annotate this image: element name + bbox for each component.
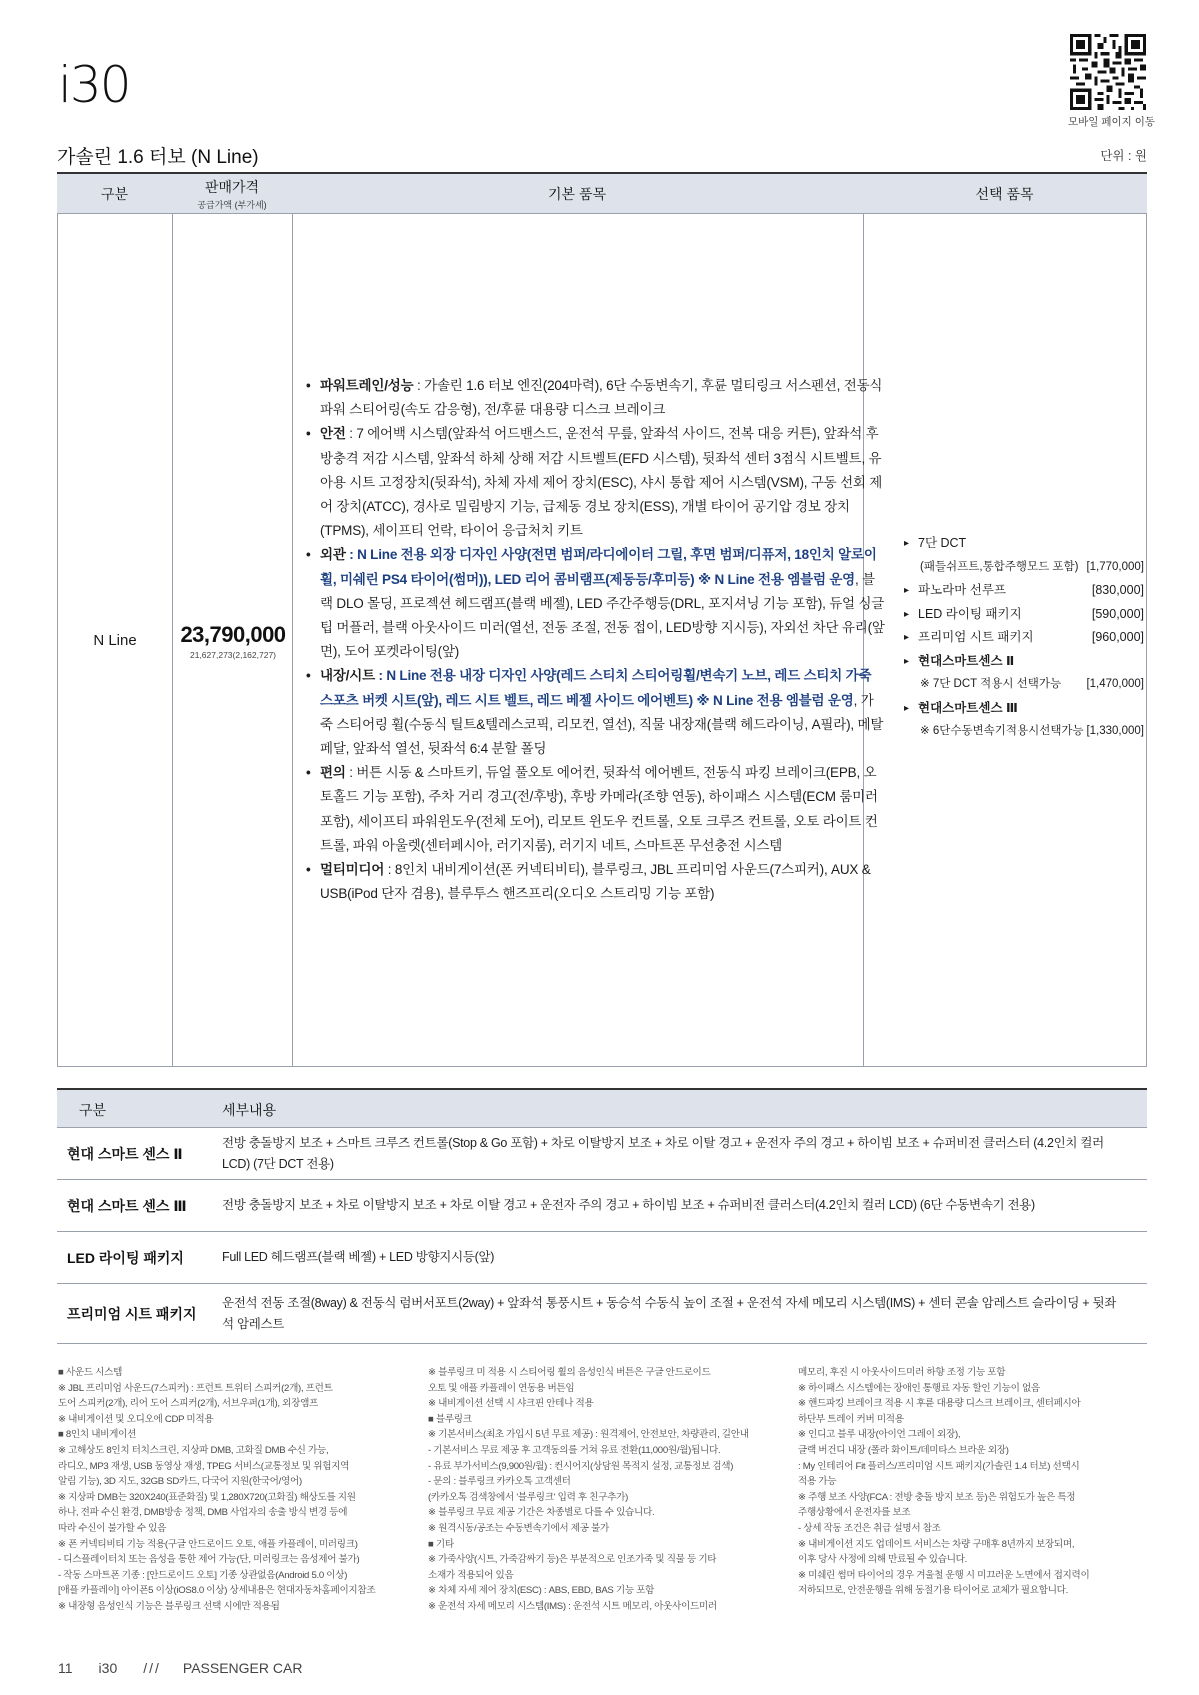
detail-row-name: 현대 스마트 센스 Ⅲ [67,1197,187,1214]
note-line: - 기본서비스 무료 제공 후 고객동의를 거쳐 유료 전환(11,000원/월)됩니다. [428,1444,721,1456]
footer-separator: /// [143,1660,161,1676]
option-price: [1,330,000] [1086,725,1144,737]
note-line: - 디스플레이터치 또는 음성을 통한 제어 가능(단, 미러링크는 음성제어 불가) [58,1554,360,1566]
detail-header-category: 구분 [79,1102,107,1118]
note-line: ※ 원격시동/공조는 수동변속기에서 제공 불가 [428,1522,609,1534]
option-label: ▸ 현대스마트센스 Ⅲ [918,700,1018,715]
unit-label: 단위 : 원 [1100,149,1147,163]
detail-row-name: 프리미엄 시트 패키지 [67,1305,197,1322]
note-line: ※ 가죽사양(시트, 가죽감싸기 등)은 부분적으로 인조가죽 및 직물 등 기타 [428,1554,717,1566]
note-line: ■ 블루링크 [428,1413,472,1425]
note-line: 주행상황에서 운전자를 보조 [798,1507,911,1519]
note-line: ※ 블루링크 무료 제공 기간은 차종별로 다를 수 있습니다. [428,1507,655,1519]
option-item [904,626,1144,650]
note-line: ※ 내비게이션 선택 시 샤크핀 안테나 적용 [428,1398,594,1410]
detail-header-detail: 세부내용 [222,1102,277,1118]
model-title: i30 [58,56,130,114]
note-line: 라디오, MP3 재생, USB 동영상 재생, TPEG 서비스(교통정보 및 위험지역 [58,1460,350,1472]
footer-model: i30 [98,1660,118,1676]
note-line: 메모리, 후진 시 아웃사이드미러 하향 조정 기능 포함 [798,1367,1006,1378]
detail-row-name: 현대 스마트 센스 Ⅱ [67,1145,183,1162]
option-label: ▸ 프리미엄 시트 패키지 [918,630,1034,644]
basic-item [306,374,886,422]
detail-table-header [57,1090,1147,1128]
note-line: ※ 미쉐린 썸머 타이어의 경우 겨울철 운행 시 미끄러운 노면에서 접지력이 [798,1569,1090,1581]
option-price: [1,770,000] [1086,560,1144,573]
detail-row [57,1284,1147,1344]
qr-code-link[interactable] [1068,34,1155,129]
basic-items-list [306,374,886,906]
note-line: ※ 블루링크 미 적용 시 스티어링 휠의 음성인식 버튼은 구글 안드로이드 [428,1367,711,1378]
note-line: - 문의 : 블루링크 카카오톡 고객센터 [428,1476,571,1488]
note-line: 하나, 전파 수신 환경, DMB방송 정책, DMB 사업자의 송출 방식 변경 등에 [58,1507,348,1519]
option-price: [830,000] [1091,583,1144,597]
note-line: ※ 폰 커넥티비티 기능 적용(구글 안드로이드 오토, 애플 카플레이, 미러링크) [58,1538,358,1550]
note-line: 글랙 버건디 내장 (폴라 화이트/데미타스 브라운 외장) [798,1444,1009,1456]
detail-row-desc: 전방 충돌방지 보조 + 스마트 크루즈 컨트롤(Stop & Go 포함) + 차로 이탈방지 보조 + 차로 이탈 경고 + 운전자 주의 경고 + 하이빔 보조 + 슈퍼비전 클러스터 (4.2인치 컬러 LCD) (7단 DCT 전용) [222,1135,1104,1171]
page-footer [58,1660,328,1676]
note-line: ※ 핸드파킹 브레이크 적용 시 후륜 대용량 디스크 브레이크, 센터페시아 [798,1398,1081,1410]
note-line: 하단부 트레이 커버 미적용 [798,1413,904,1425]
option-label: (패들쉬프트,통합주행모드 포함) [920,560,1079,573]
detail-row-desc: 전방 충돌방지 보조 + 차로 이탈방지 보조 + 차로 이탈 경고 + 운전자 주의 경고 + 하이빔 보조 + 슈퍼비전 클러스터(4.2인치 컬러 LCD) (6단 수동변속기 전용) [222,1198,1035,1212]
note-line: (카카오톡 검색창에서 '블루링크' 입력 후 친구추가) [428,1491,629,1503]
basic-item-text: : 8인치 내비게이션(폰 커넥티비티), 블루링크, JBL 프리미엄 사운드(7스피커), AUX & USB(iPod 단자 겸용), 블루투스 핸즈프리(오디오 스트리밍 기능 포함) [320,862,871,902]
basic-item-text: : 가솔린 1.6 터보 엔진(204마력), 6단 수동변속기, 후륜 멀티링크 서스펜션, 전동식 파워 스티어링(속도 감응형), 전/후륜 대용량 디스크 브레이크 [320,378,883,418]
qr-caption: 모바일 페이지 이동 [1068,116,1155,128]
detail-table [57,1088,1147,1344]
option-note [904,556,1144,580]
option-note [904,673,1144,697]
note-line: ※ 차체 자세 제어 장치(ESC) : ABS, EBD, BAS 기능 포함 [428,1585,655,1597]
page-number: 11 [58,1660,73,1676]
header-options: 선택 품목 [975,186,1034,202]
price-supply: 21,627,273(2,162,727) [189,649,277,660]
note-line: ※ 지상파 DMB는 320X240(표준화질) 및 1,280X720(고화질) 해상도를 지원 [58,1491,356,1503]
note-line: ■ 사운드 시스템 [58,1367,123,1378]
basic-item-highlight: : N Line 전용 내장 디자인 사양(레드 스티치 스티어링휠/변속기 노브, 레드 스티치 가죽 스포츠 버켓 시트(앞), 레드 시트 벨트, 레드 베젤 사이드 에어벤트) ※ N Line 전용 엠블럼 운영 [320,668,872,708]
basic-item-category: 내장/시트 [320,668,375,684]
basic-item [306,664,886,761]
note-line: 이후 당사 사정에 의해 만료될 수 있습니다. [798,1554,968,1566]
note-line: ※ 주행 보조 사양(FCA : 전방 충돌 방지 보조 등)은 위험도가 높은 특정 [798,1491,1076,1503]
price-value: 23,790,000 [180,621,286,647]
note-line: 알림 기능), 3D 지도, 32GB SD카드, 다국어 지원(한국어/영어) [58,1476,302,1488]
option-item [904,603,1144,627]
basic-item [306,422,886,543]
option-items-list [904,532,1144,744]
note-line: 소재가 적용되어 있음 [428,1569,514,1581]
notes-column-1 [58,1365,413,1615]
detail-row-desc: Full LED 헤드램프(블랙 베젤) + LED 방향지시등(앞) [222,1250,495,1264]
option-price: [1,470,000] [1086,678,1144,690]
note-line: 따라 수신이 불가할 수 있음 [58,1522,167,1534]
note-line: - 상세 작동 조건은 취급 설명서 참조 [798,1522,941,1534]
note-line: ※ 운전석 자세 메모리 시스템(IMS) : 운전석 시트 메모리, 아웃사이드미러 [428,1600,717,1612]
qr-code-icon [1070,34,1146,110]
basic-item-category: 안전 [320,426,346,442]
note-line: ※ 기본서비스(최초 가입시 5년 무료 제공) : 원격제어, 안전보안, 차량관리, 길안내 [428,1429,749,1441]
price-table-body [57,214,1147,1067]
note-line: ※ 인디고 블루 내장(아이언 그레이 외장), [798,1429,961,1441]
option-label: ▸ LED 라이팅 패키지 [918,606,1022,621]
note-line: ■ 8인치 내비게이션 [58,1429,137,1441]
price-table [57,172,1147,1065]
option-note [904,720,1144,744]
option-item [904,650,1144,674]
option-label: ▸ 현대스마트센스 Ⅱ [918,653,1015,668]
note-line: - 작동 스마트폰 기종 : [안드로이드 오토] 기종 상관없음(Android 5.0 이상) [58,1569,348,1581]
note-line: [애플 카플레이] 아이폰5 이상(iOS8.0 이상) 상세내용은 현대자동차홈페이지참조 [58,1585,376,1597]
option-label: ※ 6단수동변속기적용시선택가능 [920,725,1084,737]
basic-item-text: : 버튼 시동 & 스마트키, 듀얼 풀오토 에어컨, 뒷좌석 에어벤트, 전동식 파킹 브레이크(EPB, 오토홀드 기능 포함), 주차 거리 경고(전/후방), 후방 카메라(조향 연동), 하이패스 시스템(ECM 룸미러 포함), 세이프티 파워윈도우(전체 도어), 리모트 윈도우 컨트롤, 오토 크루즈 컨트롤, 오토 라이트 컨트롤, 파워 아울렛(센터페시아, 러기지룸), 러기지 네트, 스마트폰 무선충전 시스템 [320,765,878,853]
header-price: 판매가격 공급가액 (부가세) [197,179,267,210]
detail-row [57,1232,1147,1284]
basic-item-category: 편의 [320,765,346,781]
price-cell [173,214,293,1067]
basic-item-category: 외관 [320,547,346,563]
basic-item [306,761,886,858]
option-price: [590,000] [1091,606,1144,621]
detail-row [57,1128,1147,1180]
option-label: ▸ 7단 DCT [918,536,967,550]
header-basic-items: 기본 품목 [548,186,606,202]
detail-row-name: LED 라이팅 패키지 [67,1249,184,1266]
note-line: ※ JBL 프리미엄 사운드(7스피커) : 프런트 트위터 스피커(2개), 프런트 [58,1382,333,1394]
basic-item [306,543,886,664]
basic-item-category: 멀티미디어 [320,862,385,878]
note-line: ※ 내비게이션 및 오디오에 CDP 미적용 [58,1413,214,1425]
detail-row-desc: 운전석 전동 조절(8way) & 전동식 럼버서포트(2way) + 앞좌석 통풍시트 + 동승석 수동식 높이 조절 + 운전석 자세 메모리 시스템(IMS) + 센터 콘솔 암레스트 슬라이딩 + 뒷좌석 암레스트 [222,1295,1116,1331]
footer-label: PASSENGER CAR [182,1660,303,1676]
basic-item-highlight: : N Line 전용 외장 디자인 사양(전면 범퍼/라디에이터 그릴, 후면 범퍼/디퓨저, 18인치 알로이 휠, 미쉐린 PS4 타이어(썸머)), LED 리어 콤비램프(제동등/후미등) ※ N Line 전용 엠블럼 운영 [320,547,877,587]
basic-item [306,858,886,906]
note-line: 오토 및 애플 카플레이 연동용 버튼임 [428,1382,575,1394]
option-item [904,697,1144,721]
note-line: - 유료 부가서비스(9,900원/월) : 컨시어지(상담원 목적지 설정, 교통정보 검색) [428,1460,734,1472]
note-line: 도어 스피커(2개), 리어 도어 스피커(2개), 서브우퍼(1개), 외장앰프 [58,1398,319,1410]
note-line: : My 인테리어 Fit 플러스/프리미엄 시트 패키지(가솔린 1.4 터보) 선택시 [798,1460,1080,1472]
note-line: ※ 내장형 음성인식 기능은 블루링크 선택 시에만 적용됨 [58,1600,280,1612]
option-price: [960,000] [1091,630,1144,644]
price-table-header [57,174,1147,214]
notes-column-2 [428,1365,783,1615]
option-label: ▸ 파노라마 선루프 [918,583,1006,597]
basic-item-category: 파워트레인/성능 [320,378,414,393]
basic-item-text: , 가죽 스티어링 휠(수동식 틸트&텔레스코픽, 리모컨, 열선), 직물 내장재(블랙 헤드라이닝, A필라), 메탈 페달, 앞좌석 열선, 뒷좌석 6:4 분할 폴딩 [320,692,884,757]
note-line: ※ 내비게이션 지도 업데이트 서비스는 차량 구매후 8년까지 보장되며, [798,1538,1075,1550]
option-item [904,579,1144,603]
basic-item-text: , 블랙 DLO 몰딩, 프로젝션 헤드램프(블랙 베젤), LED 주간주행등(DRL, 포지셔닝 기능 포함), 듀얼 싱글팁 머플러, 블랙 아웃사이드 미러(열선, 전동 조절, 전동 접이, LED방향 지시등), 자외선 차단 유리(앞면), 도어 포켓라이팅(앞) [320,571,885,660]
note-line: 저하되므로, 안전운행을 위해 동절기용 타이어로 교체가 필요합니다. [798,1585,1069,1597]
basic-item-text: : 7 에어백 시스템(앞좌석 어드밴스드, 운전석 무릎, 앞좌석 사이드, 전복 대응 커튼), 앞좌석 후방충격 저감 시스템, 앞좌석 하체 상해 저감 시트벨트(EFD 시스템), 뒷좌석 센터 3점식 시트벨트, 유아용 시트 고정장치(뒷좌석), 차체 자세 제어 장치(ESC), 샤시 통합 제어 시스템(VSM), 구동 선회 제어 장치(ATCC), 경사로 밀림방지 기능, 급제동 경보 장치(ESS), 개별 타이어 공기압 경보 장치(TPMS), 세이프티 언락, 타이어 응급처치 키트 [320,426,883,539]
note-line: 적용 가능 [798,1476,837,1488]
note-line: ※ 하이패스 시스템에는 장애인 통행료 자동 할인 기능이 없음 [798,1382,1040,1394]
option-label: ※ 7단 DCT 적용시 선택가능 [920,678,1062,690]
header-category: 구분 [100,186,129,202]
note-line: ※ 고해상도 8인치 터치스크린, 지상파 DMB, 고화질 DMB 수신 가능, [58,1444,329,1456]
notes-column-3 [798,1365,1153,1599]
option-item [904,532,1144,556]
trim-name: N Line [93,632,137,649]
note-line: ■ 기타 [428,1538,454,1550]
detail-row [57,1180,1147,1232]
section-title: 가솔린 1.6 터보 (N Line) [57,147,259,168]
